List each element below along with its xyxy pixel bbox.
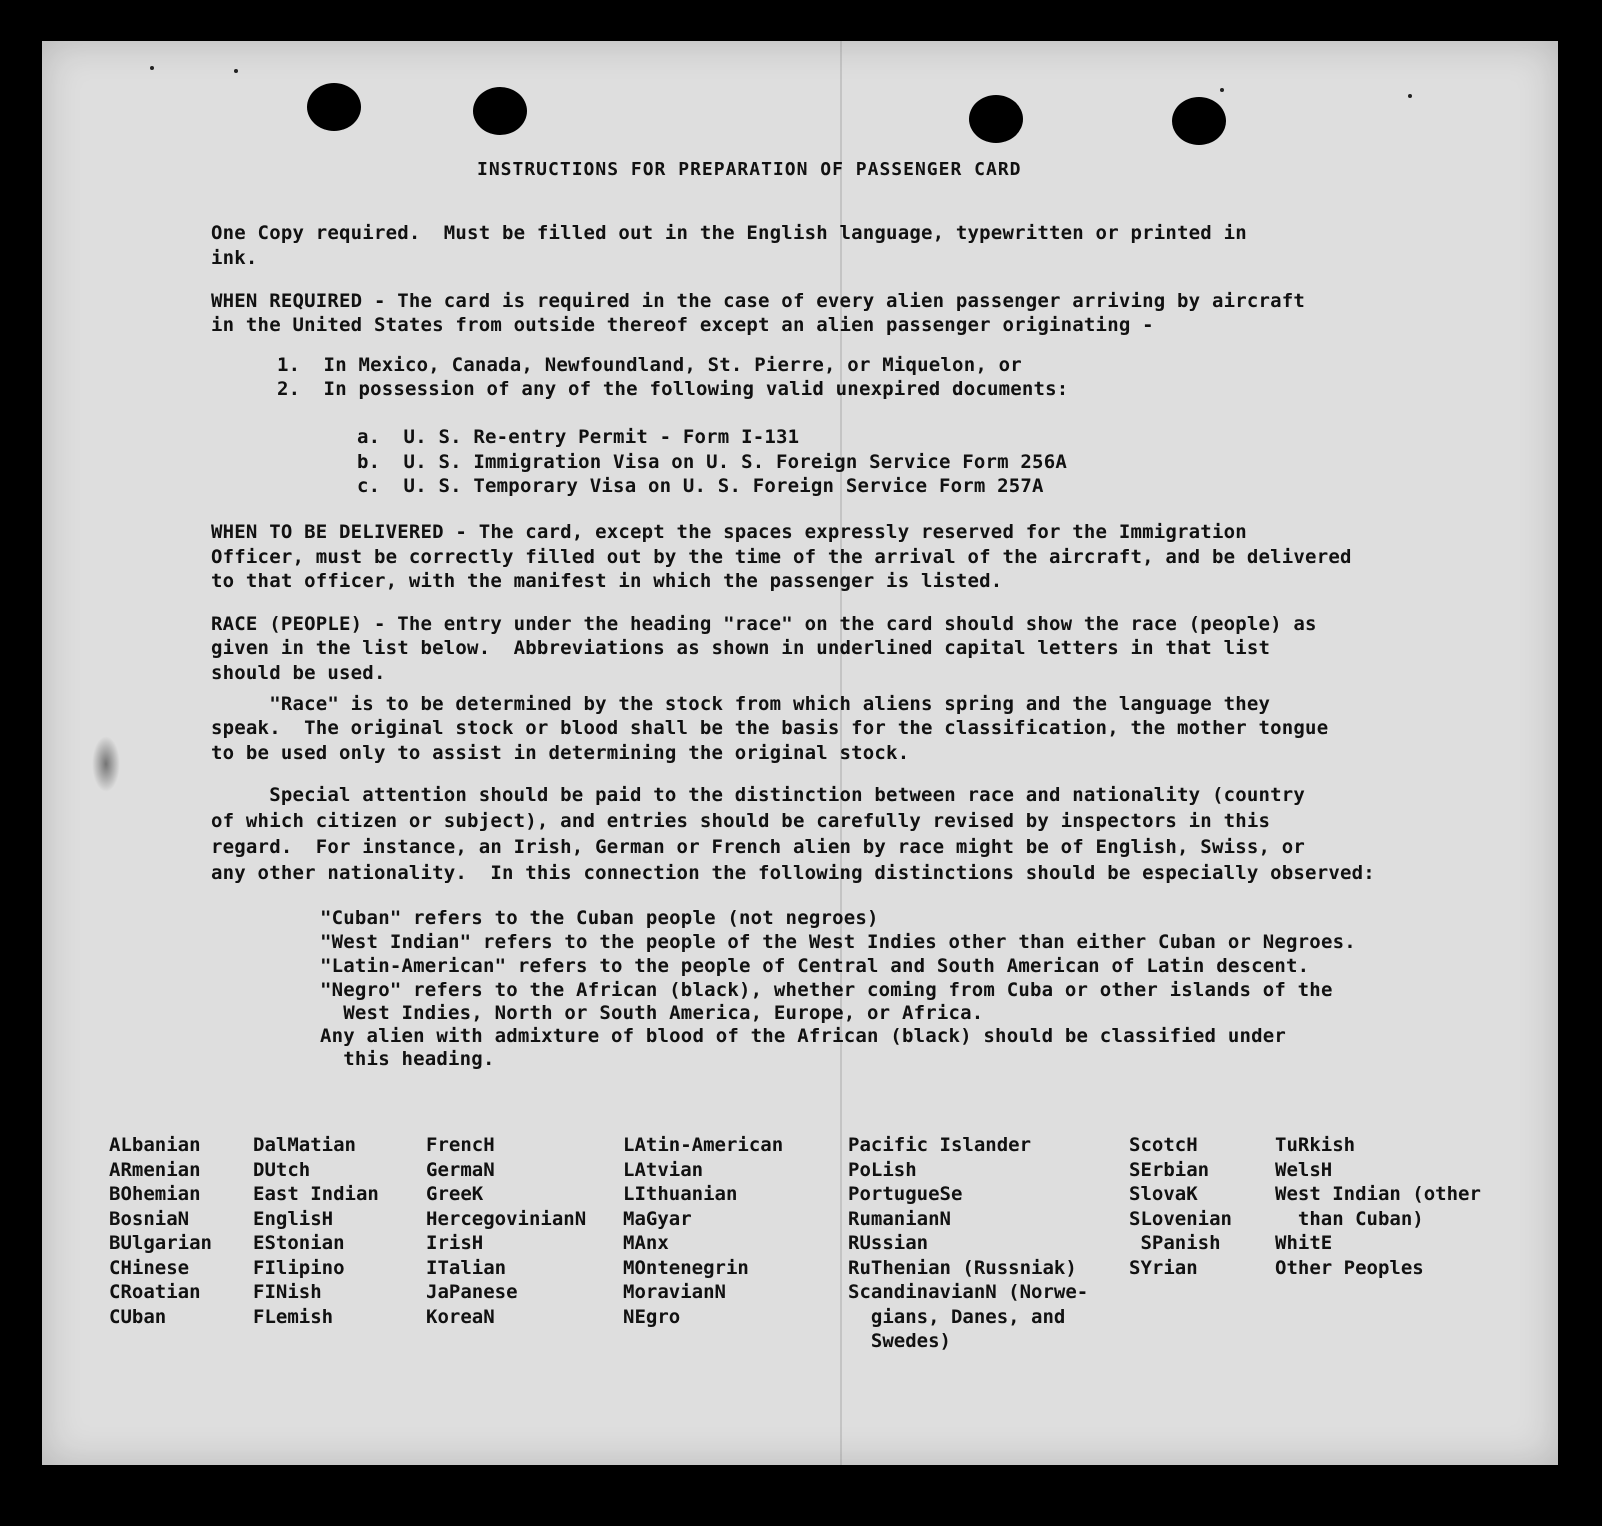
race-entry: gians, Danes, and	[848, 1305, 1066, 1328]
race-entry: TuRkish	[1275, 1134, 1356, 1156]
race-entry: CUban	[109, 1305, 167, 1328]
distinction-line: Any alien with admixture of blood of the African (black) should be classified under	[320, 1025, 1287, 1047]
race-entry: SlovaK	[1129, 1183, 1198, 1205]
speck	[1220, 88, 1224, 92]
punch-hole	[1172, 97, 1226, 145]
race-entry: FrencH	[426, 1134, 495, 1156]
race-column	[426, 1133, 586, 1329]
race-entry: PortugueSe	[848, 1183, 963, 1205]
race-column	[109, 1133, 212, 1329]
race-entry: ARmenian	[109, 1158, 201, 1181]
race-entry: GreeK	[426, 1183, 484, 1205]
race-column	[1275, 1133, 1481, 1280]
when-delivered-line: to that officer, with the manifest in which the passenger is listed.	[211, 570, 1003, 592]
race-entry: MOntenegrin	[623, 1256, 749, 1279]
race-entry: DalMatian	[253, 1134, 356, 1156]
when-delivered-line: Officer, must be correctly filled out by the time of the arrival of the aircraft, and be delivered	[211, 546, 1352, 568]
distinction-line: "Latin-American" refers to the people of Central and South American of Latin descent.	[320, 955, 1310, 977]
document-item: b. U. S. Immigration Visa on U. S. Foreign Service Form 256A	[357, 451, 1067, 473]
race-entry: BUlgarian	[109, 1232, 212, 1254]
race-entry: HercegovinianN	[426, 1207, 587, 1230]
race-entry: RUssian	[848, 1232, 929, 1254]
intro-line: One Copy required. Must be filled out in the English language, typewritten or printed in	[211, 222, 1247, 244]
race-entry: SPanish	[1129, 1232, 1221, 1254]
race-entry: RumanianN	[848, 1207, 951, 1230]
race-entry: West Indian (other	[1275, 1183, 1481, 1205]
race-entry: BosniaN	[109, 1207, 190, 1230]
ink-stain	[92, 736, 120, 792]
race-entry: MAnx	[623, 1232, 669, 1254]
race-entry: SYrian	[1129, 1256, 1198, 1279]
race-entry: FINish	[253, 1281, 322, 1303]
document-item: c. U. S. Temporary Visa on U. S. Foreign Service Form 257A	[357, 475, 1044, 497]
race-entry: PoLish	[848, 1158, 917, 1181]
race-entry: Other Peoples	[1275, 1256, 1424, 1279]
race-entry: JaPanese	[426, 1281, 518, 1303]
exception-item: 1. In Mexico, Canada, Newfoundland, St. Pierre, or Miquelon, or	[277, 354, 1022, 376]
special-line: Special attention should be paid to the distinction between race and nationality (country	[211, 784, 1306, 806]
punch-hole	[307, 83, 361, 131]
race-entry: ALbanian	[109, 1134, 201, 1156]
race-entry: EStonian	[253, 1232, 345, 1254]
race-people-line: should be used.	[211, 662, 386, 684]
race-entry: RuThenian (Russniak)	[848, 1256, 1077, 1279]
race-entry: BOhemian	[109, 1183, 201, 1205]
race-column	[253, 1133, 379, 1329]
race-entry: LAtvian	[623, 1158, 704, 1181]
race-entry: Swedes)	[848, 1330, 951, 1352]
race-entry: CRoatian	[109, 1281, 201, 1303]
document-title: INSTRUCTIONS FOR PREPARATION OF PASSENGER CARD	[477, 159, 1022, 180]
special-line: regard. For instance, an Irish, German or French alien by race might be of English, Swiss, or	[211, 836, 1306, 858]
race-entry: SErbian	[1129, 1158, 1210, 1181]
race-column	[1129, 1133, 1232, 1280]
race-entry: LAtin-American	[623, 1134, 784, 1156]
race-entry: CHinese	[109, 1256, 190, 1279]
race-column	[623, 1133, 783, 1329]
race-entry: EnglisH	[253, 1207, 334, 1230]
race-definition-line: to be used only to assist in determining the original stock.	[211, 742, 910, 764]
race-entry: MoravianN	[623, 1281, 726, 1303]
distinction-line: "Negro" refers to the African (black), whether coming from Cuba or other islands of the	[320, 979, 1333, 1001]
race-entry: ScotcH	[1129, 1134, 1198, 1156]
speck	[234, 69, 238, 73]
race-entry: East Indian	[253, 1183, 379, 1205]
race-definition-line: "Race" is to be determined by the stock from which aliens spring and the language they	[211, 693, 1271, 715]
race-entry: MaGyar	[623, 1207, 692, 1230]
race-entry: FIlipino	[253, 1256, 345, 1279]
distinction-line: West Indies, North or South America, Europe, or Africa.	[320, 1002, 984, 1024]
race-entry: than Cuban)	[1275, 1207, 1424, 1230]
speck	[150, 66, 154, 70]
when-delivered-line: WHEN TO BE DELIVERED - The card, except the spaces expressly reserved for the Immigration	[211, 521, 1247, 543]
race-column	[848, 1133, 1088, 1354]
race-entry: GermaN	[426, 1158, 495, 1181]
punch-hole	[473, 87, 527, 135]
race-entry: IrisH	[426, 1232, 484, 1254]
race-entry: ITalian	[426, 1256, 507, 1279]
race-entry: NEgro	[623, 1305, 681, 1328]
race-entry: LIthuanian	[623, 1183, 738, 1205]
punch-hole	[969, 95, 1023, 143]
race-people-line: RACE (PEOPLE) - The entry under the heading "race" on the card should show the race (people) as	[211, 613, 1317, 635]
race-entry: Pacific Islander	[848, 1134, 1032, 1156]
race-entry: SLovenian	[1129, 1207, 1232, 1230]
when-required-line: WHEN REQUIRED - The card is required in the case of every alien passenger arriving by aircraft	[211, 290, 1306, 312]
race-definition-line: speak. The original stock or blood shall be the basis for the classification, the mother tongue	[211, 717, 1329, 739]
intro-line: ink.	[211, 247, 258, 269]
special-line: of which citizen or subject), and entries should be carefully revised by inspectors in this	[211, 810, 1271, 832]
race-entry: FLemish	[253, 1305, 334, 1328]
race-entry: WelsH	[1275, 1158, 1333, 1181]
when-required-line: in the United States from outside thereof except an alien passenger originating -	[211, 314, 1154, 336]
race-people-line: given in the list below. Abbreviations as shown in underlined capital letters in that list	[211, 637, 1271, 659]
distinction-line: "Cuban" refers to the Cuban people (not negroes)	[320, 907, 879, 929]
race-entry: ScandinavianN (Norwe-	[848, 1281, 1089, 1303]
race-entry: KoreaN	[426, 1305, 495, 1328]
exception-item: 2. In possession of any of the following valid unexpired documents:	[277, 378, 1069, 400]
distinction-line: this heading.	[320, 1048, 495, 1070]
distinction-line: "West Indian" refers to the people of the West Indies other than either Cuban or Negroes.	[320, 931, 1356, 953]
special-line: any other nationality. In this connection the following distinctions should be especially observed:	[211, 862, 1375, 884]
document-item: a. U. S. Re-entry Permit - Form I-131	[357, 426, 800, 448]
speck	[1408, 94, 1412, 98]
race-entry: DUtch	[253, 1158, 311, 1181]
race-entry: WhitE	[1275, 1232, 1333, 1254]
